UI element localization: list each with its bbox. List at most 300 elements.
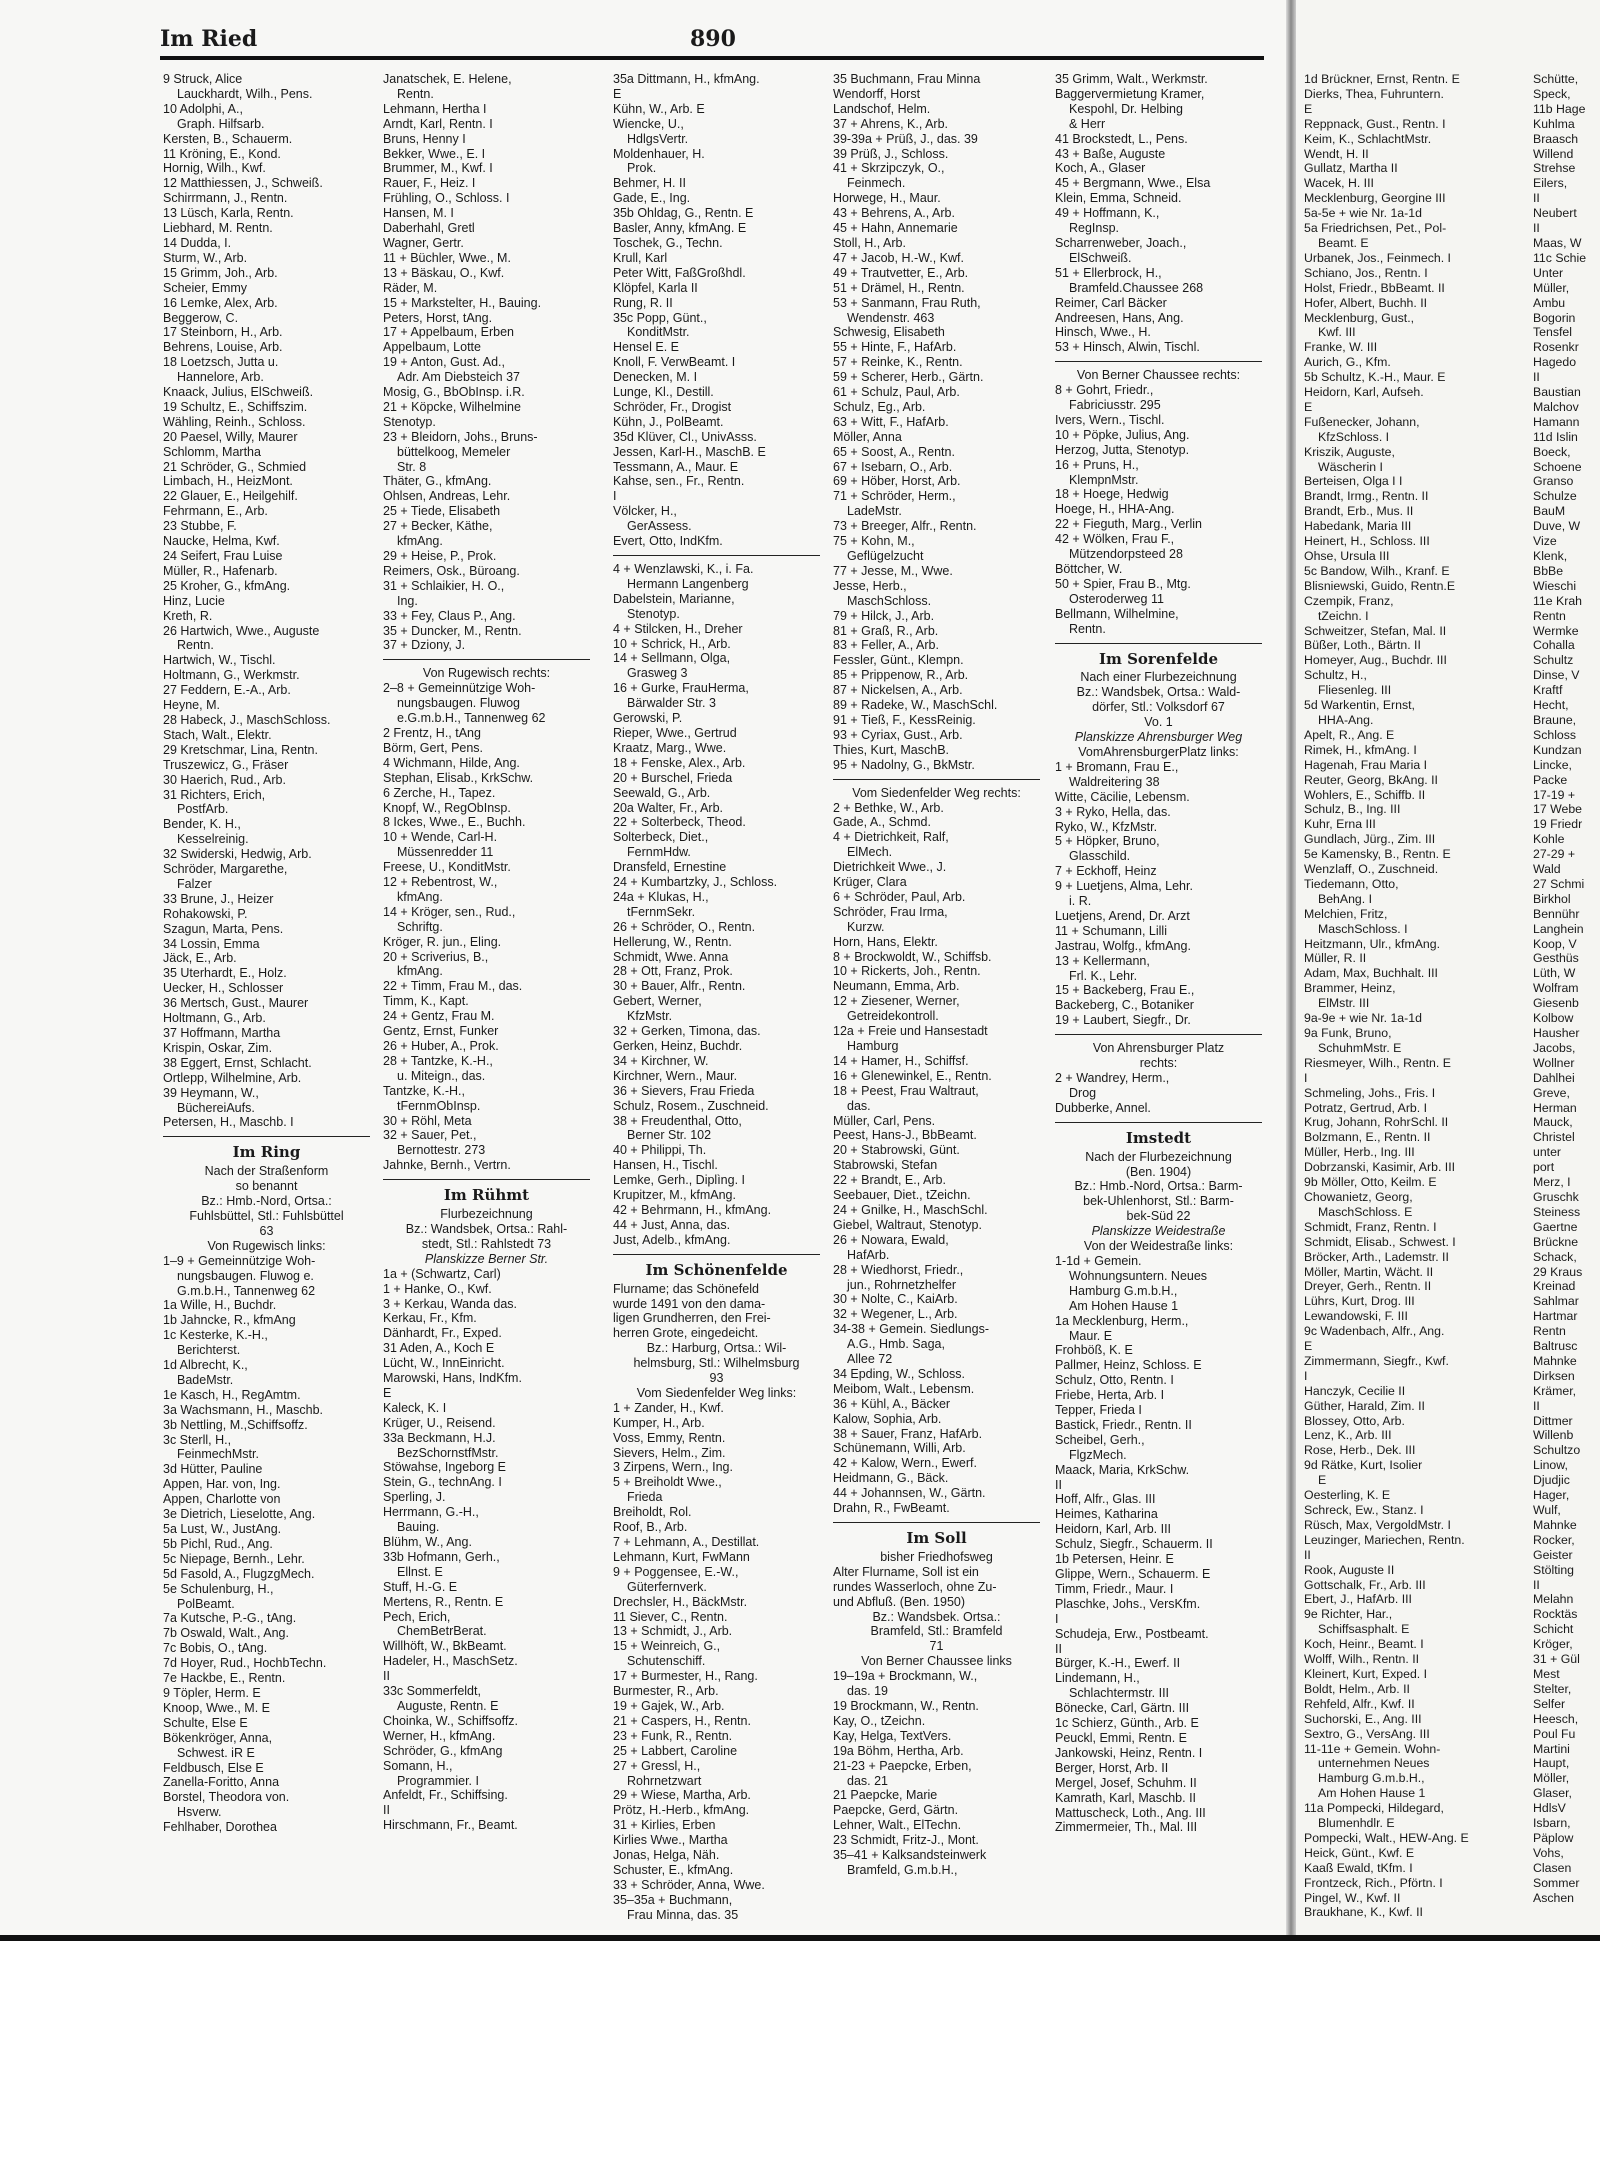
directory-entry: Lincke, bbox=[1533, 757, 1572, 772]
directory-entry: nungsbaugen. Fluwog bbox=[397, 696, 521, 711]
directory-entry: 11b Hage bbox=[1533, 101, 1586, 116]
directory-entry: Mahnke bbox=[1533, 1353, 1577, 1368]
directory-entry: Bender, K. H., bbox=[163, 817, 241, 832]
directory-entry: Feldbusch, Else E bbox=[163, 1760, 264, 1775]
directory-entry: 27 + Gressl, H., bbox=[613, 1758, 701, 1773]
directory-entry: 34-38 + Gemein. Siedlungs- bbox=[833, 1322, 989, 1337]
directory-entry: Pompecki, Walt., HEW-Ang. E bbox=[1304, 1830, 1469, 1845]
directory-entry: Rook, Auguste II bbox=[1304, 1562, 1395, 1577]
directory-entry: Kay, Helga, TextVers. bbox=[833, 1728, 952, 1743]
directory-entry: RegInsp. bbox=[1069, 221, 1120, 236]
directory-entry: Dirksen bbox=[1533, 1368, 1575, 1383]
directory-entry: Rocktäs bbox=[1533, 1607, 1578, 1622]
directory-entry: Oesterling, K. E bbox=[1304, 1488, 1391, 1503]
directory-entry: Schulz, Eg., Arb. bbox=[833, 399, 926, 414]
directory-entry: 5a Friedrichsen, Pet., Pol- bbox=[1304, 221, 1447, 236]
directory-entry: Stöwahse, Ingeborg E bbox=[383, 1460, 506, 1475]
directory-entry: Hornig, Wilh., Kwf. bbox=[163, 161, 266, 176]
directory-entry: Beamt. E bbox=[1318, 235, 1369, 250]
directory-entry: Bogorin bbox=[1533, 310, 1576, 325]
directory-entry: Timm, Friedr., Maur. I bbox=[1055, 1581, 1174, 1596]
directory-entry: 36 + Sievers, Frau Frieda bbox=[613, 1083, 755, 1098]
directory-entry: 29 + Heise, P., Prok. bbox=[383, 549, 497, 563]
directory-entry: Lührs, Kurt, Drog. III bbox=[1304, 1294, 1415, 1309]
directory-entry: Wendt, H. II bbox=[1304, 146, 1369, 161]
directory-entry: Holtmann, G., Werkmstr. bbox=[163, 668, 300, 683]
directory-entry: 49 + Trautvetter, E., Arb. bbox=[833, 265, 969, 280]
directory-entry: Von Ahrensburger Platz bbox=[1092, 1041, 1225, 1056]
directory-entry: Willend bbox=[1533, 146, 1574, 161]
directory-entry: Wollner bbox=[1533, 1055, 1575, 1070]
directory-entry: Bz.: Wandsbek, Ortsa.: Wald- bbox=[1076, 685, 1241, 700]
directory-entry: Mattuscheck, Loth., Ang. III bbox=[1055, 1805, 1206, 1820]
directory-entry: 10 Adolphi, A., bbox=[163, 101, 243, 116]
directory-entry: 15 + Backeberg, Frau E., bbox=[1055, 983, 1195, 998]
directory-entry: Bastick, Friedr., Rentn. II bbox=[1055, 1417, 1192, 1432]
directory-entry: Ohlsen, Andreas, Lehr. bbox=[383, 489, 511, 504]
directory-entry: Glaser, bbox=[1533, 1786, 1572, 1801]
directory-entry: unternehmen Neues bbox=[1318, 1756, 1430, 1771]
directory-entry: 47 + Jacob, H.-W., Kwf. bbox=[833, 250, 964, 265]
directory-entry: II bbox=[1055, 1477, 1062, 1492]
directory-entry: 35c Popp, Günt., bbox=[613, 310, 707, 325]
directory-entry: 63 + Witt, F., HafArb. bbox=[833, 414, 949, 429]
directory-entry: Ebert, J., HafArb. III bbox=[1304, 1592, 1412, 1607]
directory-entry: MaschSchloss. I bbox=[1318, 921, 1408, 936]
directory-entry: Melahn bbox=[1533, 1592, 1574, 1607]
directory-entry: Leuzinger, Mariechen, Rentn. bbox=[1304, 1532, 1465, 1547]
directory-entry: Eilers, bbox=[1533, 176, 1568, 191]
directory-entry: 6 Zerche, H., Tapez. bbox=[383, 785, 496, 800]
directory-entry: Mosig, G., BbObInsp. i.R. bbox=[383, 385, 525, 400]
directory-entry: Allee 72 bbox=[847, 1352, 893, 1367]
directory-entry: Heimes, Katharina bbox=[1055, 1507, 1158, 1522]
directory-entry: Von Rugewisch links: bbox=[207, 1238, 326, 1253]
directory-entry: Landschof, Helm. bbox=[833, 101, 931, 116]
directory-entry: Güther, Harald, Zim. II bbox=[1304, 1398, 1425, 1413]
directory-entry: Stabrowski, Stefan bbox=[833, 1158, 938, 1173]
directory-entry: Am Hohen Hause 1 bbox=[1069, 1298, 1179, 1313]
directory-entry: 1c Schierz, Günth., Arb. E bbox=[1055, 1716, 1199, 1731]
directory-entry: Ryko, W., KfzMstr. bbox=[1055, 819, 1158, 834]
directory-entry: 37 Hoffmann, Martha bbox=[163, 1026, 281, 1040]
directory-entry: Hamburg G.m.b.H., bbox=[1318, 1771, 1425, 1786]
directory-column-5 bbox=[1055, 72, 1262, 1835]
directory-entry: Appen, Charlotte von bbox=[163, 1492, 281, 1507]
directory-entry: Meibom, Walt., Lebensm. bbox=[833, 1381, 975, 1396]
directory-entry: Kreinad bbox=[1533, 1279, 1576, 1294]
directory-column-6 bbox=[1304, 72, 1524, 1920]
directory-entry: Lehmann, Kurt, FwMann bbox=[613, 1549, 750, 1564]
directory-column-1 bbox=[163, 72, 370, 1835]
directory-entry: Hinz, Lucie bbox=[163, 593, 225, 608]
directory-entry: Lücht, W., InnEinricht. bbox=[383, 1356, 505, 1371]
directory-entry: 3c Sterll, H., bbox=[163, 1432, 232, 1447]
directory-entry: 12 + Rebentrost, W., bbox=[383, 875, 498, 890]
directory-entry: Somann, H., bbox=[383, 1758, 453, 1773]
directory-entry: FeinmechMstr. bbox=[177, 1447, 259, 1462]
directory-entry: Rehfeld, Alfr., Kwf. II bbox=[1304, 1696, 1415, 1711]
directory-entry: 67 + Isebarn, O., Arb. bbox=[833, 459, 953, 474]
directory-entry: Paepcke, Gerd, Gärtn. bbox=[833, 1803, 959, 1818]
directory-entry: ElMech. bbox=[847, 845, 893, 860]
directory-entry: Clasen bbox=[1533, 1860, 1572, 1875]
directory-entry: Börm, Gert, Pens. bbox=[383, 740, 484, 755]
directory-entry: Lindemann, H., bbox=[1055, 1671, 1140, 1686]
directory-entry: 59 + Scherer, Herb., Gärtn. bbox=[833, 370, 984, 385]
directory-entry: 11e Krah bbox=[1533, 593, 1582, 608]
directory-entry: 7c Bobis, O., tAng. bbox=[163, 1641, 268, 1656]
directory-entry: Klöpfel, Karla II bbox=[613, 280, 698, 295]
directory-entry: Glippe, Wern., Schauerm. E bbox=[1055, 1567, 1211, 1581]
directory-entry: Sommer bbox=[1533, 1875, 1580, 1890]
directory-entry: Luetjens, Arend, Dr. Arzt bbox=[1055, 908, 1190, 923]
directory-entry: Schicht bbox=[1533, 1622, 1574, 1637]
directory-entry: Frohböß, K. E bbox=[1055, 1343, 1133, 1358]
directory-entry: 1a + (Schwartz, Carl) bbox=[383, 1266, 501, 1281]
directory-entry: Scharrenweber, Joach., bbox=[1055, 235, 1187, 250]
directory-entry: 7e Hackbe, E., Rentn. bbox=[163, 1671, 286, 1686]
directory-entry: Stuff, H.-G. E bbox=[383, 1579, 458, 1594]
directory-entry: 51 + Drämel, H., Rentn. bbox=[833, 280, 965, 295]
directory-entry: 41 Brockstedt, L., Pens. bbox=[1055, 131, 1188, 146]
directory-entry: Hirschmann, Fr., Beamt. bbox=[383, 1818, 518, 1833]
directory-entry: Wolfram bbox=[1533, 981, 1579, 996]
directory-entry: 81 + Graß, R., Arb. bbox=[833, 623, 939, 638]
section-rule bbox=[613, 1254, 820, 1255]
directory-entry: Isbarn, bbox=[1533, 1816, 1571, 1831]
directory-entry: Mecklenburg, Georgine III bbox=[1304, 191, 1446, 206]
directory-entry: HdlgsVertr. bbox=[627, 131, 689, 146]
directory-entry: Schlomm, Martha bbox=[163, 444, 261, 459]
directory-entry: Schuster, E., kfmAng. bbox=[613, 1862, 734, 1877]
directory-entry: Rocker, bbox=[1533, 1532, 1575, 1547]
directory-entry: SchuhmMstr. E bbox=[1318, 1040, 1402, 1055]
directory-entry: & Herr bbox=[1069, 116, 1106, 131]
directory-entry: 31 + Schlaikier, H. O., bbox=[383, 578, 505, 593]
book-gutter bbox=[1286, 0, 1296, 1935]
directory-entry: Merz, I bbox=[1533, 1175, 1571, 1190]
directory-entry: Stenotyp. bbox=[383, 414, 436, 429]
directory-entry: Lewandowski, F. III bbox=[1304, 1309, 1408, 1324]
directory-entry: Geflügelzucht bbox=[847, 549, 924, 563]
directory-entry: 32 + Gerken, Timona, das. bbox=[613, 1024, 761, 1039]
directory-entry: 24a + Klukas, H., bbox=[613, 889, 709, 904]
directory-entry: I bbox=[1304, 1368, 1308, 1383]
directory-entry: Schwesig, Elisabeth bbox=[833, 325, 945, 340]
directory-entry: 1b Petersen, Heinr. E bbox=[1055, 1552, 1174, 1567]
directory-entry: Lehmann, Hertha I bbox=[383, 101, 487, 116]
directory-entry: Uecker, H., Schlosser bbox=[163, 981, 284, 996]
directory-entry: Programmier. I bbox=[397, 1773, 479, 1788]
directory-entry: 5b Pichl, Rud., Ang. bbox=[163, 1536, 273, 1551]
directory-entry: Wacek, H. III bbox=[1304, 176, 1374, 191]
directory-entry: Stephan, Elisab., KrkSchw. bbox=[383, 770, 534, 785]
directory-entry: Hamburg G.m.b.H., bbox=[1069, 1283, 1178, 1298]
directory-entry: 1b Jahncke, R., kfmAng bbox=[163, 1313, 296, 1328]
directory-entry: Drog bbox=[1069, 1085, 1097, 1100]
directory-entry: Braukhane, K., Kwf. II bbox=[1304, 1905, 1423, 1920]
directory-entry: 18 + Hoege, Hedwig bbox=[1055, 487, 1169, 502]
directory-entry: 3 + Kerkau, Wanda das. bbox=[383, 1296, 517, 1311]
directory-entry: Kaleck, K. I bbox=[383, 1400, 447, 1415]
directory-entry: Kwf. III bbox=[1318, 325, 1356, 340]
directory-entry: Fehlhaber, Dorothea bbox=[163, 1820, 277, 1835]
directory-entry: Kolbow bbox=[1533, 1011, 1574, 1026]
directory-entry: Rose, Herb., Dek. III bbox=[1304, 1443, 1416, 1458]
directory-entry: 10 + Schrick, H., Arb. bbox=[613, 636, 731, 651]
directory-entry: Reimers, Osk., Büroang. bbox=[383, 563, 520, 578]
directory-entry: 1e Kasch, H., RegAmtm. bbox=[163, 1387, 301, 1402]
directory-entry: Plaschke, Johs., VersKfm. bbox=[1055, 1596, 1201, 1611]
directory-entry: HHA-Ang. bbox=[1318, 712, 1374, 727]
directory-entry: 35 Buchmann, Frau Minna bbox=[833, 72, 981, 86]
directory-entry: Jäck, E., Arb. bbox=[163, 951, 237, 966]
directory-entry: 71 + Schröder, Herm., bbox=[833, 489, 956, 504]
directory-entry: Ing. bbox=[397, 593, 418, 608]
directory-entry: Strehse bbox=[1533, 161, 1576, 176]
directory-entry: Rentn bbox=[1533, 1324, 1566, 1339]
directory-entry: II bbox=[1055, 1641, 1062, 1656]
directory-entry: ChemBetrBerat. bbox=[397, 1624, 487, 1639]
directory-entry: 28 + Ott, Franz, Prok. bbox=[613, 964, 733, 979]
directory-entry: Dinse, V bbox=[1533, 668, 1580, 683]
directory-entry: 5 + Höpker, Bruno, bbox=[1055, 834, 1160, 849]
directory-entry: Von Berner Chaussee links bbox=[861, 1654, 1012, 1669]
directory-entry: 27-29 + bbox=[1533, 847, 1576, 862]
directory-entry: Burmester, R., Arb. bbox=[613, 1684, 719, 1699]
directory-entry: Schiffsasphalt. E bbox=[1318, 1622, 1410, 1637]
directory-entry: 38 Eggert, Ernst, Schlacht. bbox=[163, 1055, 312, 1070]
directory-entry: Wähling, Reinh., Schloss. bbox=[163, 414, 306, 429]
directory-entry: Behmer, H. II bbox=[613, 176, 686, 191]
directory-entry: Schröder, Fr., Drogist bbox=[613, 399, 732, 414]
directory-entry: u. Miteign., das. bbox=[397, 1068, 486, 1083]
directory-entry: Witte, Cäcilie, Lebensm. bbox=[1055, 789, 1190, 804]
directory-entry: Krupitzer, M., kfmAng. bbox=[613, 1188, 736, 1203]
directory-entry: 23 Stubbe, F. bbox=[163, 519, 237, 534]
section-rule bbox=[613, 555, 820, 556]
directory-entry: 23 + Funk, R., Rentn. bbox=[613, 1728, 733, 1743]
directory-entry: 7 + Eckhoff, Heinz bbox=[1055, 864, 1157, 879]
directory-entry: 22 + Solterbeck, Theod. bbox=[613, 815, 746, 830]
directory-entry: Schirrmann, J., Rentn. bbox=[163, 191, 288, 206]
directory-entry: Appelbaum, Lotte bbox=[383, 340, 481, 355]
directory-entry: E bbox=[1304, 1339, 1313, 1354]
directory-entry: Malchov bbox=[1533, 399, 1579, 414]
directory-entry: Gentz, Ernst, Funker bbox=[383, 1024, 499, 1039]
directory-entry: Stelter, bbox=[1533, 1681, 1572, 1696]
directory-entry: 5e Kamensky, B., Rentn. E bbox=[1304, 847, 1451, 862]
directory-entry: Aurich, G., Kfm. bbox=[1304, 355, 1391, 370]
directory-entry: 1 + Bromann, Frau E., bbox=[1055, 759, 1179, 774]
directory-entry: Lenz, K., Arb. III bbox=[1304, 1428, 1392, 1443]
directory-entry: 38 + Freudenthal, Otto, bbox=[613, 1113, 742, 1128]
directory-entry: Knoop, Wwe., M. E bbox=[163, 1700, 270, 1715]
directory-entry: Stölting bbox=[1533, 1562, 1575, 1577]
directory-entry: 75 + Kohn, M., bbox=[833, 534, 915, 549]
directory-entry: Rieper, Wwe., Gertrud bbox=[613, 725, 737, 740]
directory-entry: 20 + Scriverius, B., bbox=[383, 949, 489, 964]
directory-entry: Drechsler, H., BäckMstr. bbox=[613, 1594, 748, 1609]
directory-entry: 4 + Wenzlawski, K., i. Fa. bbox=[613, 562, 754, 576]
directory-entry: Kühn, J., PolBeamt. bbox=[613, 414, 724, 429]
directory-entry: 55 + Hinte, F., HafArb. bbox=[833, 340, 957, 355]
directory-entry: Schröder, Frau Irma, bbox=[833, 904, 948, 919]
directory-entry: 35b Ohldag, G., Rentn. E bbox=[613, 206, 754, 221]
directory-entry: Fessler, Günt., Klempn. bbox=[833, 653, 964, 668]
directory-entry: 25 Kroher, G., kfmAng. bbox=[163, 578, 291, 593]
directory-entry: Krug, Johann, RohrSchl. II bbox=[1304, 1115, 1449, 1130]
directory-entry: Schultz, H., bbox=[1304, 668, 1367, 683]
directory-entry: 33 + Schröder, Anna, Wwe. bbox=[613, 1877, 765, 1892]
directory-entry: Hanczyk, Cecilie II bbox=[1304, 1383, 1406, 1398]
directory-entry: Tiedemann, Otto, bbox=[1304, 876, 1399, 891]
directory-entry: Rohrnetzwart bbox=[627, 1773, 702, 1788]
page-header bbox=[160, 24, 1264, 56]
directory-entry: Lemke, Gerh., Diplìng. I bbox=[613, 1173, 746, 1188]
directory-entry: rundes Wasserloch, ohne Zu- bbox=[833, 1579, 997, 1594]
directory-entry: Greve, bbox=[1533, 1085, 1570, 1100]
directory-entry: 43 + Baße, Auguste bbox=[1055, 146, 1166, 161]
directory-entry: 79 + Hilck, J., Arb. bbox=[833, 608, 935, 623]
directory-entry: Völcker, H., bbox=[613, 504, 677, 519]
directory-entry: Mertens, R., Rentn. E bbox=[383, 1594, 504, 1609]
directory-entry: Jesse, Herb., bbox=[833, 578, 907, 593]
directory-entry: 13 + Kellermann, bbox=[1055, 953, 1150, 968]
directory-entry: Vom Siedenfelder Weg rechts: bbox=[852, 785, 1021, 800]
directory-entry: Wieschi bbox=[1533, 578, 1577, 593]
directory-entry: e.G.m.b.H., Tannenweg 62 bbox=[397, 711, 546, 726]
directory-entry: Langhein bbox=[1533, 921, 1584, 936]
directory-entry: 14 + Sellmann, Olga, bbox=[613, 651, 731, 666]
directory-entry: 41 + Skrzipczyk, O., bbox=[833, 161, 945, 176]
directory-entry: 87 + Nickelsen, A., Arb. bbox=[833, 683, 963, 698]
directory-entry: Limbach, H., HeizMont. bbox=[163, 474, 293, 489]
directory-entry: Pallmer, Heinz, Schloss. E bbox=[1055, 1358, 1202, 1373]
directory-entry: 19 + Laubert, Siegfr., Dr. bbox=[1055, 1013, 1191, 1028]
directory-entry: Knoll, F. VerwBeamt. I bbox=[613, 355, 736, 370]
directory-entry: Stenotyp. bbox=[627, 606, 680, 621]
page-title: Im Ried bbox=[160, 26, 258, 52]
directory-entry: Peest, Hans-J., BbBeamt. bbox=[833, 1128, 977, 1143]
directory-entry: Auguste, Rentn. E bbox=[397, 1698, 499, 1713]
directory-entry: 20 + Stabrowski, Günt. bbox=[833, 1143, 960, 1158]
directory-entry: KfzSchloss. I bbox=[1318, 429, 1390, 444]
directory-entry: Frl. K., Lehr. bbox=[1069, 968, 1138, 983]
directory-entry: 17-19 + bbox=[1533, 787, 1576, 802]
directory-entry: bisher Friedhofsweg bbox=[880, 1549, 993, 1564]
directory-entry: 36 Mertsch, Gust., Maurer bbox=[163, 996, 309, 1011]
directory-entry: Räder, M. bbox=[383, 280, 438, 295]
directory-entry: 15 + Weinreich, G., bbox=[613, 1639, 721, 1654]
directory-entry: Gade, A., Schmd. bbox=[833, 815, 931, 830]
directory-entry: Koch, Heinr., Beamt. I bbox=[1304, 1637, 1424, 1652]
directory-entry: 21 + Caspers, H., Rentn. bbox=[613, 1713, 751, 1728]
directory-entry: Alter Flurname, Soll ist ein bbox=[833, 1564, 979, 1579]
directory-entry: 26 Hartwich, Wwe., Auguste bbox=[163, 623, 320, 638]
directory-entry: 44 + Johannsen, W., Gärtn. bbox=[833, 1486, 986, 1501]
directory-entry: Gundlach, Jürg., Zim. III bbox=[1304, 832, 1436, 847]
directory-entry: Kirchner, Wern., Maur. bbox=[613, 1068, 738, 1083]
directory-entry: 8 + Brockwoldt, W., Schiffsb. bbox=[833, 949, 992, 964]
directory-entry: Kalow, Sophia, Arb. bbox=[833, 1411, 942, 1426]
directory-entry: Tantzke, K.-H., bbox=[383, 1083, 465, 1098]
directory-entry: Bärwalder Str. 3 bbox=[627, 696, 716, 711]
directory-entry: 49 + Hoffmann, K., bbox=[1055, 206, 1160, 221]
directory-entry: tFernmSekr. bbox=[627, 904, 696, 919]
directory-entry: 31 Richters, Erich, bbox=[163, 787, 266, 802]
directory-entry: 25 + Labbert, Caroline bbox=[613, 1743, 738, 1758]
directory-entry: Scheibel, Gerh., bbox=[1055, 1432, 1145, 1447]
directory-entry: Schmidt, Elisab., Schwest. I bbox=[1304, 1234, 1456, 1249]
directory-entry: Selfer bbox=[1533, 1696, 1566, 1711]
directory-entry: bek-Uhlenhorst, Stl.: Barm- bbox=[1083, 1194, 1234, 1209]
directory-entry: bek-Süd 22 bbox=[1126, 1209, 1191, 1224]
directory-entry: Rosenkr bbox=[1533, 340, 1579, 355]
directory-entry: nungsbaugen. Fluwog e. bbox=[177, 1268, 314, 1283]
directory-entry: Wolff, Wilh., Rentn. II bbox=[1304, 1652, 1420, 1667]
directory-entry: Krull, Karl bbox=[613, 250, 668, 265]
directory-entry: II bbox=[1533, 191, 1540, 206]
directory-entry: Lunge, Kl., Destill. bbox=[613, 385, 714, 400]
directory-entry: Brummer, M., Kwf. I bbox=[383, 161, 493, 176]
directory-entry: rechts: bbox=[1139, 1056, 1178, 1071]
directory-entry: 24 Seifert, Frau Luise bbox=[163, 549, 283, 563]
directory-entry: Neubert bbox=[1533, 206, 1577, 221]
directory-entry: 9b Möller, Otto, Keilm. E bbox=[1304, 1175, 1437, 1190]
directory-entry: 11 + Büchler, Wwe., M. bbox=[383, 250, 511, 265]
directory-entry: Rentn. bbox=[177, 638, 214, 653]
directory-entry: Blossey, Otto, Arb. bbox=[1304, 1413, 1405, 1428]
directory-entry: KonditMstr. bbox=[627, 325, 690, 340]
directory-entry: kfmAng. bbox=[397, 889, 443, 904]
directory-entry: Kuhr, Erna III bbox=[1304, 817, 1376, 832]
directory-entry: 26 + Schröder, O., Rentn. bbox=[613, 919, 756, 934]
directory-entry: Frieda bbox=[627, 1490, 663, 1505]
directory-entry: 2 + Bethke, W., Arb. bbox=[833, 800, 944, 815]
directory-entry: E bbox=[1304, 399, 1313, 414]
directory-entry: Schulz, B., Ing. III bbox=[1304, 802, 1401, 817]
directory-entry: 22 + Timm, Frau M., das. bbox=[383, 979, 523, 994]
directory-entry: 27 Schmi bbox=[1533, 876, 1585, 891]
directory-entry: 4 + Dietrichkeit, Ralf, bbox=[833, 830, 949, 845]
directory-entry: Evert, Otto, IndKfm. bbox=[613, 534, 723, 549]
directory-entry: Beggerow, C. bbox=[163, 310, 239, 325]
directory-entry: Kahse, sen., Fr., Rentn. bbox=[613, 474, 745, 489]
directory-entry: Päplow bbox=[1533, 1830, 1574, 1845]
directory-entry: Czempik, Franz, bbox=[1304, 593, 1394, 608]
directory-entry: Tessmann, A., Maur. E bbox=[613, 459, 739, 474]
directory-entry: 50 + Spier, Frau B., Mtg. bbox=[1055, 576, 1191, 591]
directory-entry: BadeMstr. bbox=[177, 1372, 234, 1387]
directory-entry: Schulze bbox=[1533, 489, 1577, 504]
directory-entry: PostfArb. bbox=[177, 802, 229, 817]
directory-entry: so benannt bbox=[235, 1179, 298, 1194]
directory-entry: 42 + Kalow, Wern., Ewerf. bbox=[833, 1456, 977, 1471]
directory-entry: MaschSchloss. E bbox=[1318, 1204, 1413, 1219]
directory-entry: 9 + Poggensee, E.-W., bbox=[613, 1564, 739, 1579]
directory-entry: 17 + Appelbaum, Erben bbox=[383, 325, 514, 340]
directory-entry: Kurzw. bbox=[847, 919, 885, 934]
directory-entry: das. bbox=[847, 1098, 871, 1113]
directory-entry: 9 + Luetjens, Alma, Lehr. bbox=[1055, 879, 1193, 894]
header-rule bbox=[160, 56, 1264, 60]
directory-entry: BauM bbox=[1533, 504, 1566, 519]
scan-border bbox=[0, 1935, 1600, 1941]
directory-entry: Baltrusc bbox=[1533, 1339, 1578, 1354]
directory-entry: 5a-5e + wie Nr. 1a-1d bbox=[1304, 206, 1422, 221]
